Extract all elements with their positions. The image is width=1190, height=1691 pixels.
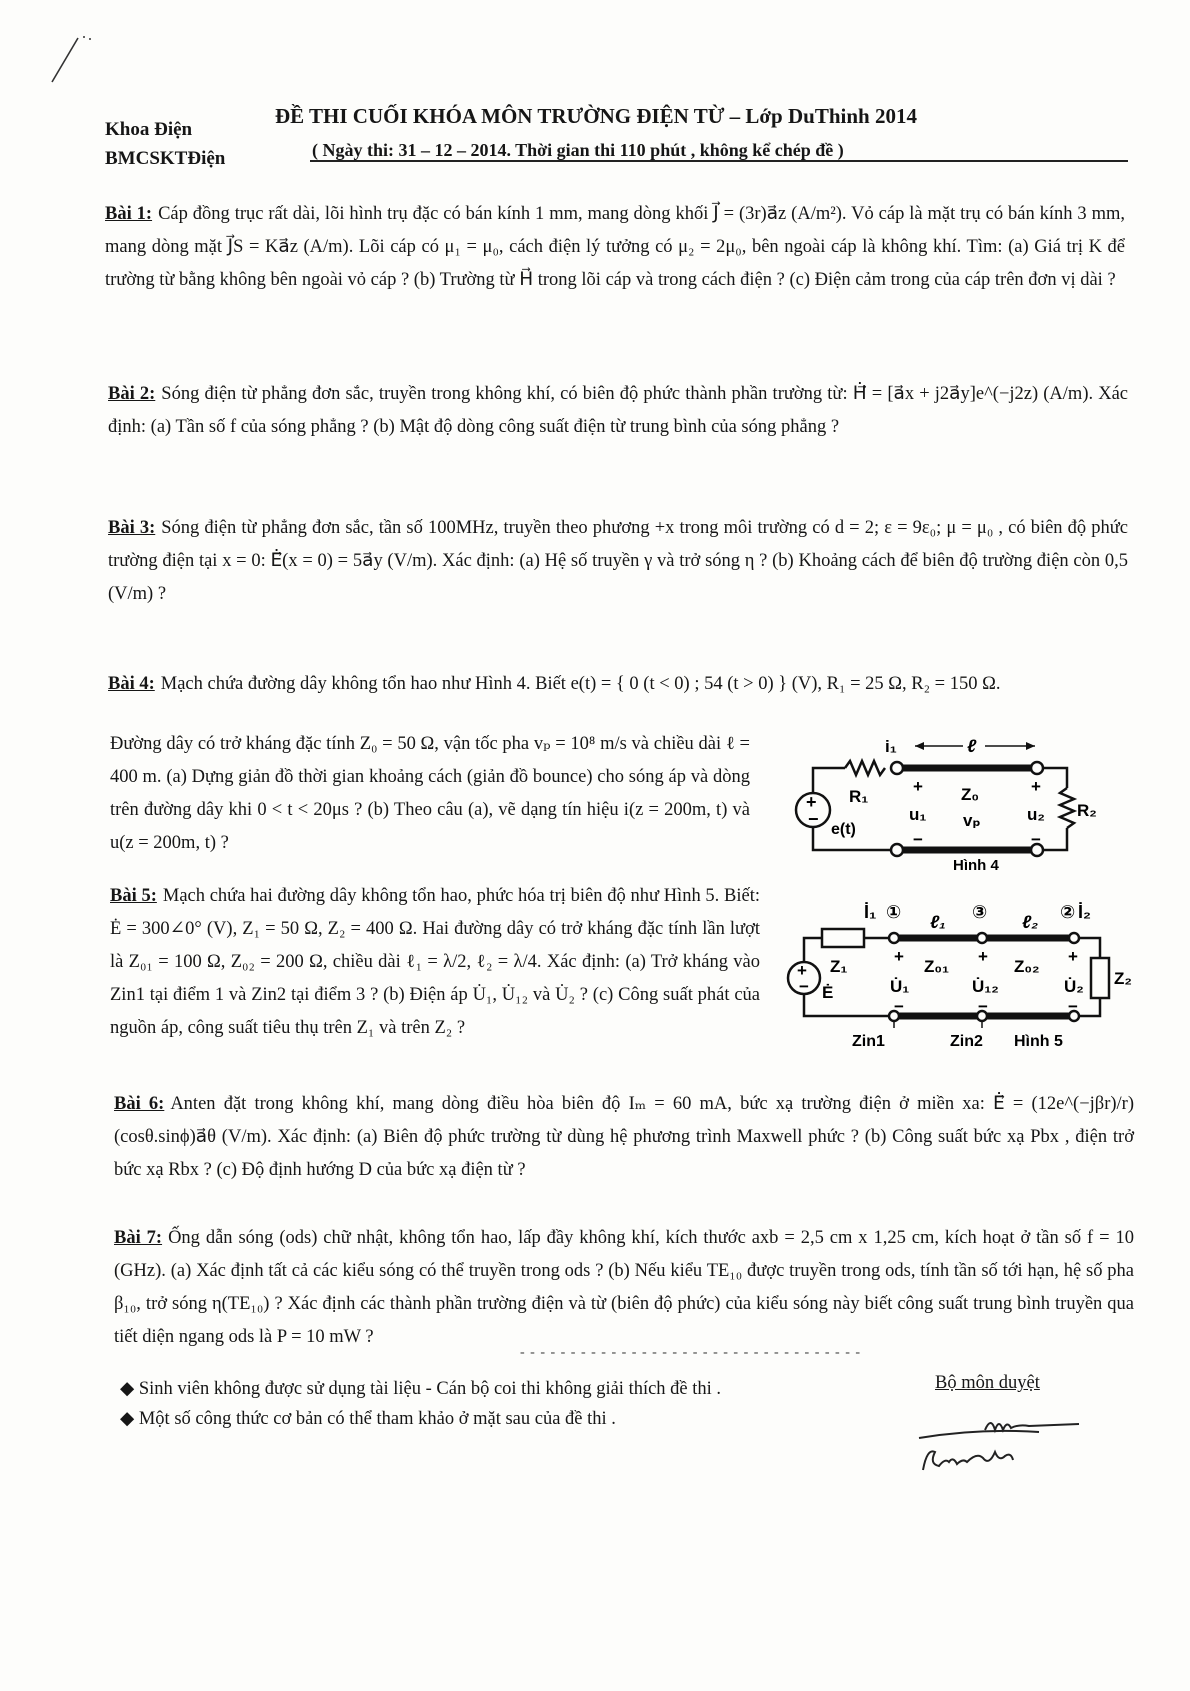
signature-image: [915, 1398, 1095, 1488]
u1-plus: +: [894, 947, 904, 966]
vp-label: vₚ: [963, 811, 981, 830]
source-minus: −: [799, 977, 809, 996]
z02-label: Z₀₂: [1014, 957, 1040, 976]
node-2: ②: [1060, 902, 1076, 922]
u12-plus: +: [978, 947, 988, 966]
header-rule: [310, 160, 1128, 162]
u2-plus: +: [1068, 947, 1078, 966]
problem-5: [110, 880, 760, 1045]
u2-minus: −: [1031, 830, 1041, 849]
page-title: ĐỀ THI CUỐI KHÓA MÔN TRƯỜNG ĐIỆN TỪ – Lớp DuThinh 2014: [275, 104, 917, 128]
z2-label: Z₂: [1114, 969, 1132, 988]
u2-minus: −: [1068, 997, 1078, 1016]
u12-label: U̇₁₂: [972, 977, 999, 996]
problem-text: Sóng điện từ phẳng đơn sắc, tần số 100MHz, truyền theo phương +x trong môi trường có d = 2; ε = 9ε₀; μ = μ₀ , có biên độ phức trường điện tại x = 0: Ė⃗(x = 0) = 5a⃗y (V/m). Xác định: (a) Hệ số truyền γ và trở sóng η ? (b) Khoảng cách để biên độ trường điện còn 0,5 (V/m) ?: [108, 518, 1129, 604]
source-plus: +: [797, 961, 807, 980]
figure-4-circuit: [785, 730, 1105, 880]
node-1: ①: [886, 902, 902, 922]
figure-4-caption: Hình 4: [953, 857, 999, 874]
problem-label: Bài 5:: [110, 886, 157, 906]
faculty: Khoa Điện: [105, 119, 193, 140]
note-1: ◆ Sinh viên không được sử dụng tài liệu - Cán bộ coi thi không giải thích đề thi .: [120, 1379, 722, 1399]
u2-label: u₂: [1027, 805, 1045, 824]
problem-label: Bài 6:: [114, 1094, 165, 1114]
u1-minus: −: [913, 830, 923, 849]
length-label: ℓ: [967, 736, 977, 756]
problem-text: Sóng điện từ phẳng đơn sắc, truyền trong không khí, có biên độ phức thành phần trường từ: Ḣ⃗ = [a⃗x + j2a⃗y]e^(−j2z) (A/m). Xác định: (a) Tần số f của sóng phẳng ? (b) Mật độ dòng công suất điện từ trung bình của sóng phẳng ?: [108, 384, 1129, 437]
problem-text: Mạch chứa hai đường dây không tổn hao, phức hóa trị biên độ như Hình 5. Biết: Ė = 300∠0° (V), Z₁ = 50 Ω, Z₂ = 400 Ω. Hai đường dây có trở kháng đặc tính lần lượt là Z₀₁ = 100 Ω, Z₀₂ = 200 Ω, chiều dài ℓ₁ = λ/2, ℓ₂ = λ/4. Xác định: (a) Trở kháng vào Zin1 tại điểm 1 và Zin2 tại điểm 3 ? (b) Điện áp U̇₁, U̇₁₂ và U̇₂ ? (c) Công suất phát của nguồn áp, công suất tiêu thụ trên Z₁ và trên Z₂ ?: [110, 886, 760, 1038]
i2-label: İ₂: [1078, 902, 1091, 922]
problem-label: Bài 7:: [114, 1228, 163, 1248]
note-2: ◆ Một số công thức cơ bản có thể tham khảo ở mặt sau của đề thi .: [120, 1409, 616, 1429]
z1-label: Z₁: [830, 957, 848, 976]
et-label: e(t): [831, 821, 856, 838]
u1-label: U̇₁: [890, 977, 910, 996]
u1-plus: +: [913, 777, 923, 796]
zin2-label: Zin2: [950, 1033, 983, 1050]
problem-label: Bài 3:: [108, 518, 156, 538]
pen-mark: [40, 30, 100, 90]
problem-label: Bài 2:: [108, 384, 156, 404]
approval-label: Bộ môn duyệt: [935, 1373, 1040, 1393]
u12-minus: −: [978, 997, 988, 1016]
problem-text: Ống dẫn sóng (ods) chữ nhật, không tổn hao, lấp đầy không khí, kích thước axb = 2,5 cm x 1,25 cm, kích hoạt ở tần số f = 10 (GHz). (a) Xác định tất cả các kiểu sóng có thể truyền trong ods ? (b) Nếu kiểu TE₁₀ được truyền trong ods, tính tần số tới hạn, hệ số pha β₁₀, trở sóng η(TE₁₀) ? Xác định các thành phần trường điện và từ (biên độ phức) của kiểu sóng này biết công suất trung bình truyền qua tiết diện ngang ods là P = 10 mW ?: [114, 1228, 1134, 1347]
l2-label: ℓ₂: [1022, 912, 1039, 932]
problem-6: [114, 1088, 1134, 1187]
u2-label: U̇₂: [1064, 977, 1084, 996]
page-subtitle: ( Ngày thi: 31 – 12 – 2014. Thời gian thi 110 phút , không kể chép đề ): [312, 140, 844, 160]
problem-label: Bài 4:: [108, 674, 155, 694]
problem-4: [110, 728, 750, 860]
problem-intro: Mạch chứa đường dây không tổn hao như Hình 4. Biết e(t) = { 0 (t < 0) ; 54 (t > 0) } (V), R₁ = 25 Ω, R₂ = 150 Ω.: [160, 674, 1001, 694]
problem-2: [108, 378, 1128, 444]
problem-text: Anten đặt trong không khí, mang dòng điều hòa biên độ Iₘ = 60 mA, bức xạ trường điện ở miền xa: Ė⃗ = (12e^(−jβr)/r)(cosθ.sinϕ)a⃗θ (V/m). Xác định: (a) Biên độ phức trường từ dùng hệ phương trình Maxwell phức ? (b) Công suất bức xạ Pbx , điện trở bức xạ Rbx ? (c) Độ định hướng D của bức xạ điện từ ?: [114, 1094, 1134, 1180]
problem-4-intro: [108, 668, 1128, 701]
problem-7: [114, 1222, 1134, 1354]
zin1-label: Zin1: [852, 1033, 885, 1050]
source-minus: −: [808, 809, 819, 829]
r2-label: R₂: [1077, 801, 1097, 820]
z01-label: Z₀₁: [924, 957, 950, 976]
i1-label: İ₁: [864, 902, 877, 922]
problem-1: [105, 198, 1125, 297]
z0-label: Z₀: [961, 785, 980, 804]
department: BMCSKTĐiện: [105, 148, 226, 169]
u1-minus: −: [894, 997, 904, 1016]
divider: - - - - - - - - - - - - - - - - - - - - - - - - - - - - - - - - - -: [520, 1345, 862, 1360]
source-plus: +: [806, 792, 817, 812]
problem-label: Bài 1:: [105, 204, 153, 224]
i1-label: i₁: [885, 737, 897, 756]
figure-5-circuit: [782, 888, 1152, 1058]
problem-3: [108, 512, 1128, 611]
figure-5-caption: Hình 5: [1014, 1033, 1063, 1050]
source-label: Ė: [822, 983, 834, 1002]
u2-plus: +: [1031, 777, 1041, 796]
u1-label: u₁: [909, 805, 927, 824]
node-3: ③: [972, 902, 988, 922]
problem-text: Đường dây có trở kháng đặc tính Z₀ = 50 Ω, vận tốc pha vₚ = 10⁸ m/s và chiều dài ℓ = 400 m. (a) Dựng giản đồ thời gian khoảng cách (giản đồ bounce) cho sóng áp và dòng trên đường dây khi 0 < t < 20μs ? (b) Theo câu (a), vẽ dạng tín hiệu i(z = 200m, t) và u(z = 200m, t) ?: [110, 734, 750, 853]
problem-text: Cáp đồng trục rất dài, lõi hình trụ đặc có bán kính 1 mm, mang dòng khối J⃗ = (3r)a⃗z (A/m²). Vỏ cáp là mặt trụ có bán kính 3 mm, mang dòng mặt J⃗S = Ka⃗z (A/m). Lõi cáp có μ₁ = μ₀, cách điện lý tưởng có μ₂ = 2μ₀, bên ngoài cáp là không khí. Tìm: (a) Giá trị K để trường từ bằng không bên ngoài vỏ cáp ? (b) Trường từ H⃗ trong lõi cáp và trong cách điện ? (c) Điện cảm trong của cáp trên đơn vị dài ?: [105, 204, 1126, 290]
r1-label: R₁: [849, 787, 869, 806]
l1-label: ℓ₁: [930, 912, 946, 932]
